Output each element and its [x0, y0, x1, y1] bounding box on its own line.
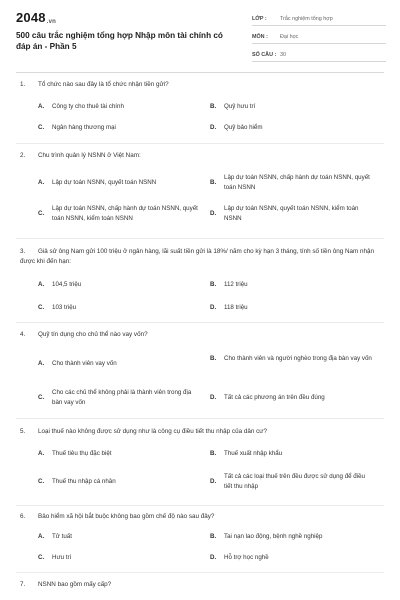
option-letter: A.: [38, 450, 45, 457]
meta-row-class: [252, 12, 386, 26]
page-title: 500 câu trắc nghiệm tổng hợp Nhập môn tài chính có đáp án - Phần 5: [16, 31, 223, 51]
option-text: 118 triệu: [224, 304, 248, 311]
option-text: Thuế xuất nhập khẩu: [224, 450, 283, 457]
option-letter: B.: [210, 179, 217, 186]
option-d[interactable]: [210, 303, 374, 313]
option-letter: D.: [210, 478, 217, 485]
option-d[interactable]: [210, 472, 374, 492]
option-text: Cho thành viên và người nghèo trong địa bàn vay vốn: [224, 355, 372, 362]
question-text: [20, 330, 382, 340]
question-divider: [16, 322, 384, 323]
option-text: Tất cả các phương án trên đều đúng: [224, 394, 325, 401]
option-letter: C.: [38, 554, 45, 561]
meta-panel: [252, 12, 386, 66]
option-letter: C.: [38, 124, 45, 131]
option-b[interactable]: [210, 173, 374, 193]
question-text: [20, 427, 382, 437]
question-3: [0, 247, 400, 327]
option-b[interactable]: [210, 354, 374, 364]
question-body: Tổ chức nào sau đây là tổ chức nhận tiền gửi?: [38, 81, 169, 88]
meta-label: SỐ CÂU :: [252, 51, 277, 58]
meta-label: LỚP :: [252, 15, 267, 22]
meta-value: Đại học: [280, 33, 299, 40]
question-text: [20, 247, 382, 267]
option-letter: B.: [210, 450, 217, 457]
option-letter: A.: [38, 179, 45, 186]
question-divider: [16, 418, 384, 419]
question-body: Giả sử ông Nam gửi 100 triệu ở ngân hàng, lãi suất tiền gửi là 18%/ năm cho kỳ hạn 3 tháng, tính số tiền ông Nam nhận được khi đến hạn:: [20, 248, 375, 265]
option-d[interactable]: [210, 393, 374, 403]
option-text: Lập dự toán NSNN, quyết toán NSNN: [52, 179, 157, 186]
option-letter: D.: [210, 394, 217, 401]
option-text: Tử tuất: [52, 533, 72, 540]
option-letter: B.: [210, 281, 217, 288]
question-1: [0, 80, 400, 150]
site-logo[interactable]: [16, 10, 56, 25]
option-text: Thuế thu nhập cá nhân: [52, 478, 116, 485]
document-header: [0, 0, 400, 70]
option-b[interactable]: [210, 280, 374, 290]
question-body: Bảo hiểm xã hội bắt buộc không bao gồm chế độ nào sau đây?: [38, 513, 215, 520]
option-letter: A.: [38, 281, 45, 288]
meta-value: Trắc nghiệm tổng hợp: [280, 15, 333, 22]
option-letter: C.: [38, 210, 45, 217]
question-text: [20, 151, 382, 161]
option-b[interactable]: [210, 449, 374, 459]
option-letter: A.: [38, 103, 45, 110]
question-number: 1.: [20, 81, 26, 88]
question-2: [0, 151, 400, 235]
question-text: [20, 512, 382, 522]
question-text: [20, 580, 382, 590]
question-number: 4.: [20, 331, 26, 338]
question-number: 5.: [20, 428, 26, 435]
option-text: Hưu trí: [52, 554, 72, 561]
option-b[interactable]: [210, 102, 374, 112]
option-c[interactable]: [38, 303, 202, 313]
option-d[interactable]: [210, 553, 374, 563]
option-text: Tai nạn lao động, bệnh nghề nghiệp: [224, 533, 323, 540]
option-b[interactable]: [210, 532, 374, 542]
meta-value: 30: [280, 51, 286, 58]
option-letter: B.: [210, 533, 217, 540]
option-text: Lập dự toán NSNN, chấp hành dự toán NSNN, quyết toán NSNN, kiểm toán NSNN: [52, 205, 198, 222]
option-letter: C.: [38, 478, 45, 485]
option-letter: A.: [38, 360, 45, 367]
option-c[interactable]: [38, 388, 202, 408]
option-letter: A.: [38, 533, 45, 540]
option-a[interactable]: [38, 359, 202, 369]
meta-row-count: [252, 48, 386, 62]
option-a[interactable]: [38, 449, 202, 459]
question-text: [20, 80, 382, 90]
option-c[interactable]: [38, 204, 202, 224]
option-c[interactable]: [38, 123, 202, 133]
option-text: Cho thành viên vay vốn: [52, 360, 117, 367]
option-c[interactable]: [38, 553, 202, 563]
option-letter: B.: [210, 355, 217, 362]
logo-main: 2048: [16, 10, 46, 25]
question-number: 3.: [20, 248, 26, 255]
header-divider: [16, 72, 384, 73]
option-text: Lập dự toán NSNN, quyết toán NSNN, kiểm toán NSNN: [224, 205, 359, 222]
option-c[interactable]: [38, 477, 202, 487]
option-letter: D.: [210, 210, 217, 217]
question-body: NSNN bao gồm mấy cấp?: [38, 581, 112, 588]
question-number: 6.: [20, 513, 26, 520]
option-d[interactable]: [210, 204, 374, 224]
option-a[interactable]: [38, 102, 202, 112]
option-text: Tất cả các loại thuế trên đều được sử dụng để điều tiết thu nhập: [224, 473, 365, 490]
logo-sub: .vn: [46, 19, 57, 25]
meta-label: MÔN :: [252, 33, 268, 40]
option-letter: C.: [38, 394, 45, 401]
option-letter: C.: [38, 304, 45, 311]
question-4: [0, 330, 400, 420]
question-body: Loại thuế nào không được sử dụng như là công cụ điều tiết thu nhập của dân cư?: [38, 428, 267, 435]
option-letter: D.: [210, 304, 217, 311]
option-a[interactable]: [38, 532, 202, 542]
question-body: Chu trình quản lý NSNN ở Việt Nam:: [38, 152, 141, 159]
option-text: Cho các chủ thể không phải là thành viên trong địa bàn vay vốn: [52, 389, 192, 406]
option-letter: B.: [210, 103, 217, 110]
question-divider: [16, 238, 384, 239]
option-text: Quỹ bảo hiểm: [224, 124, 263, 131]
option-text: Hỗ trợ học nghề: [224, 554, 269, 561]
question-divider: [16, 505, 384, 506]
option-text: Ngân hàng thương mại: [52, 124, 116, 131]
option-letter: D.: [210, 124, 217, 131]
meta-row-subject: [252, 30, 386, 44]
option-text: 103 triệu: [52, 304, 77, 311]
question-divider: [16, 572, 384, 573]
option-text: Công ty cho thuê tài chính: [52, 103, 124, 110]
option-text: 112 triệu: [224, 281, 248, 288]
option-text: 104,5 triệu: [52, 281, 82, 288]
question-7: [0, 580, 400, 596]
question-5: [0, 427, 400, 507]
option-a[interactable]: [38, 280, 202, 290]
option-text: Quỹ hưu trí: [224, 103, 256, 110]
option-letter: D.: [210, 554, 217, 561]
option-a[interactable]: [38, 178, 202, 188]
option-text: Thuế tiêu thụ đặc biệt: [52, 450, 112, 457]
question-divider: [16, 143, 384, 144]
question-number: 2.: [20, 152, 26, 159]
option-text: Lập dự toán NSNN, chấp hành dự toán NSNN, quyết toán NSNN: [224, 174, 370, 191]
question-6: [0, 512, 400, 574]
question-body: Quỹ tín dụng cho chủ thể nào vay vốn?: [38, 331, 148, 338]
option-d[interactable]: [210, 123, 374, 133]
question-number: 7.: [20, 581, 26, 588]
